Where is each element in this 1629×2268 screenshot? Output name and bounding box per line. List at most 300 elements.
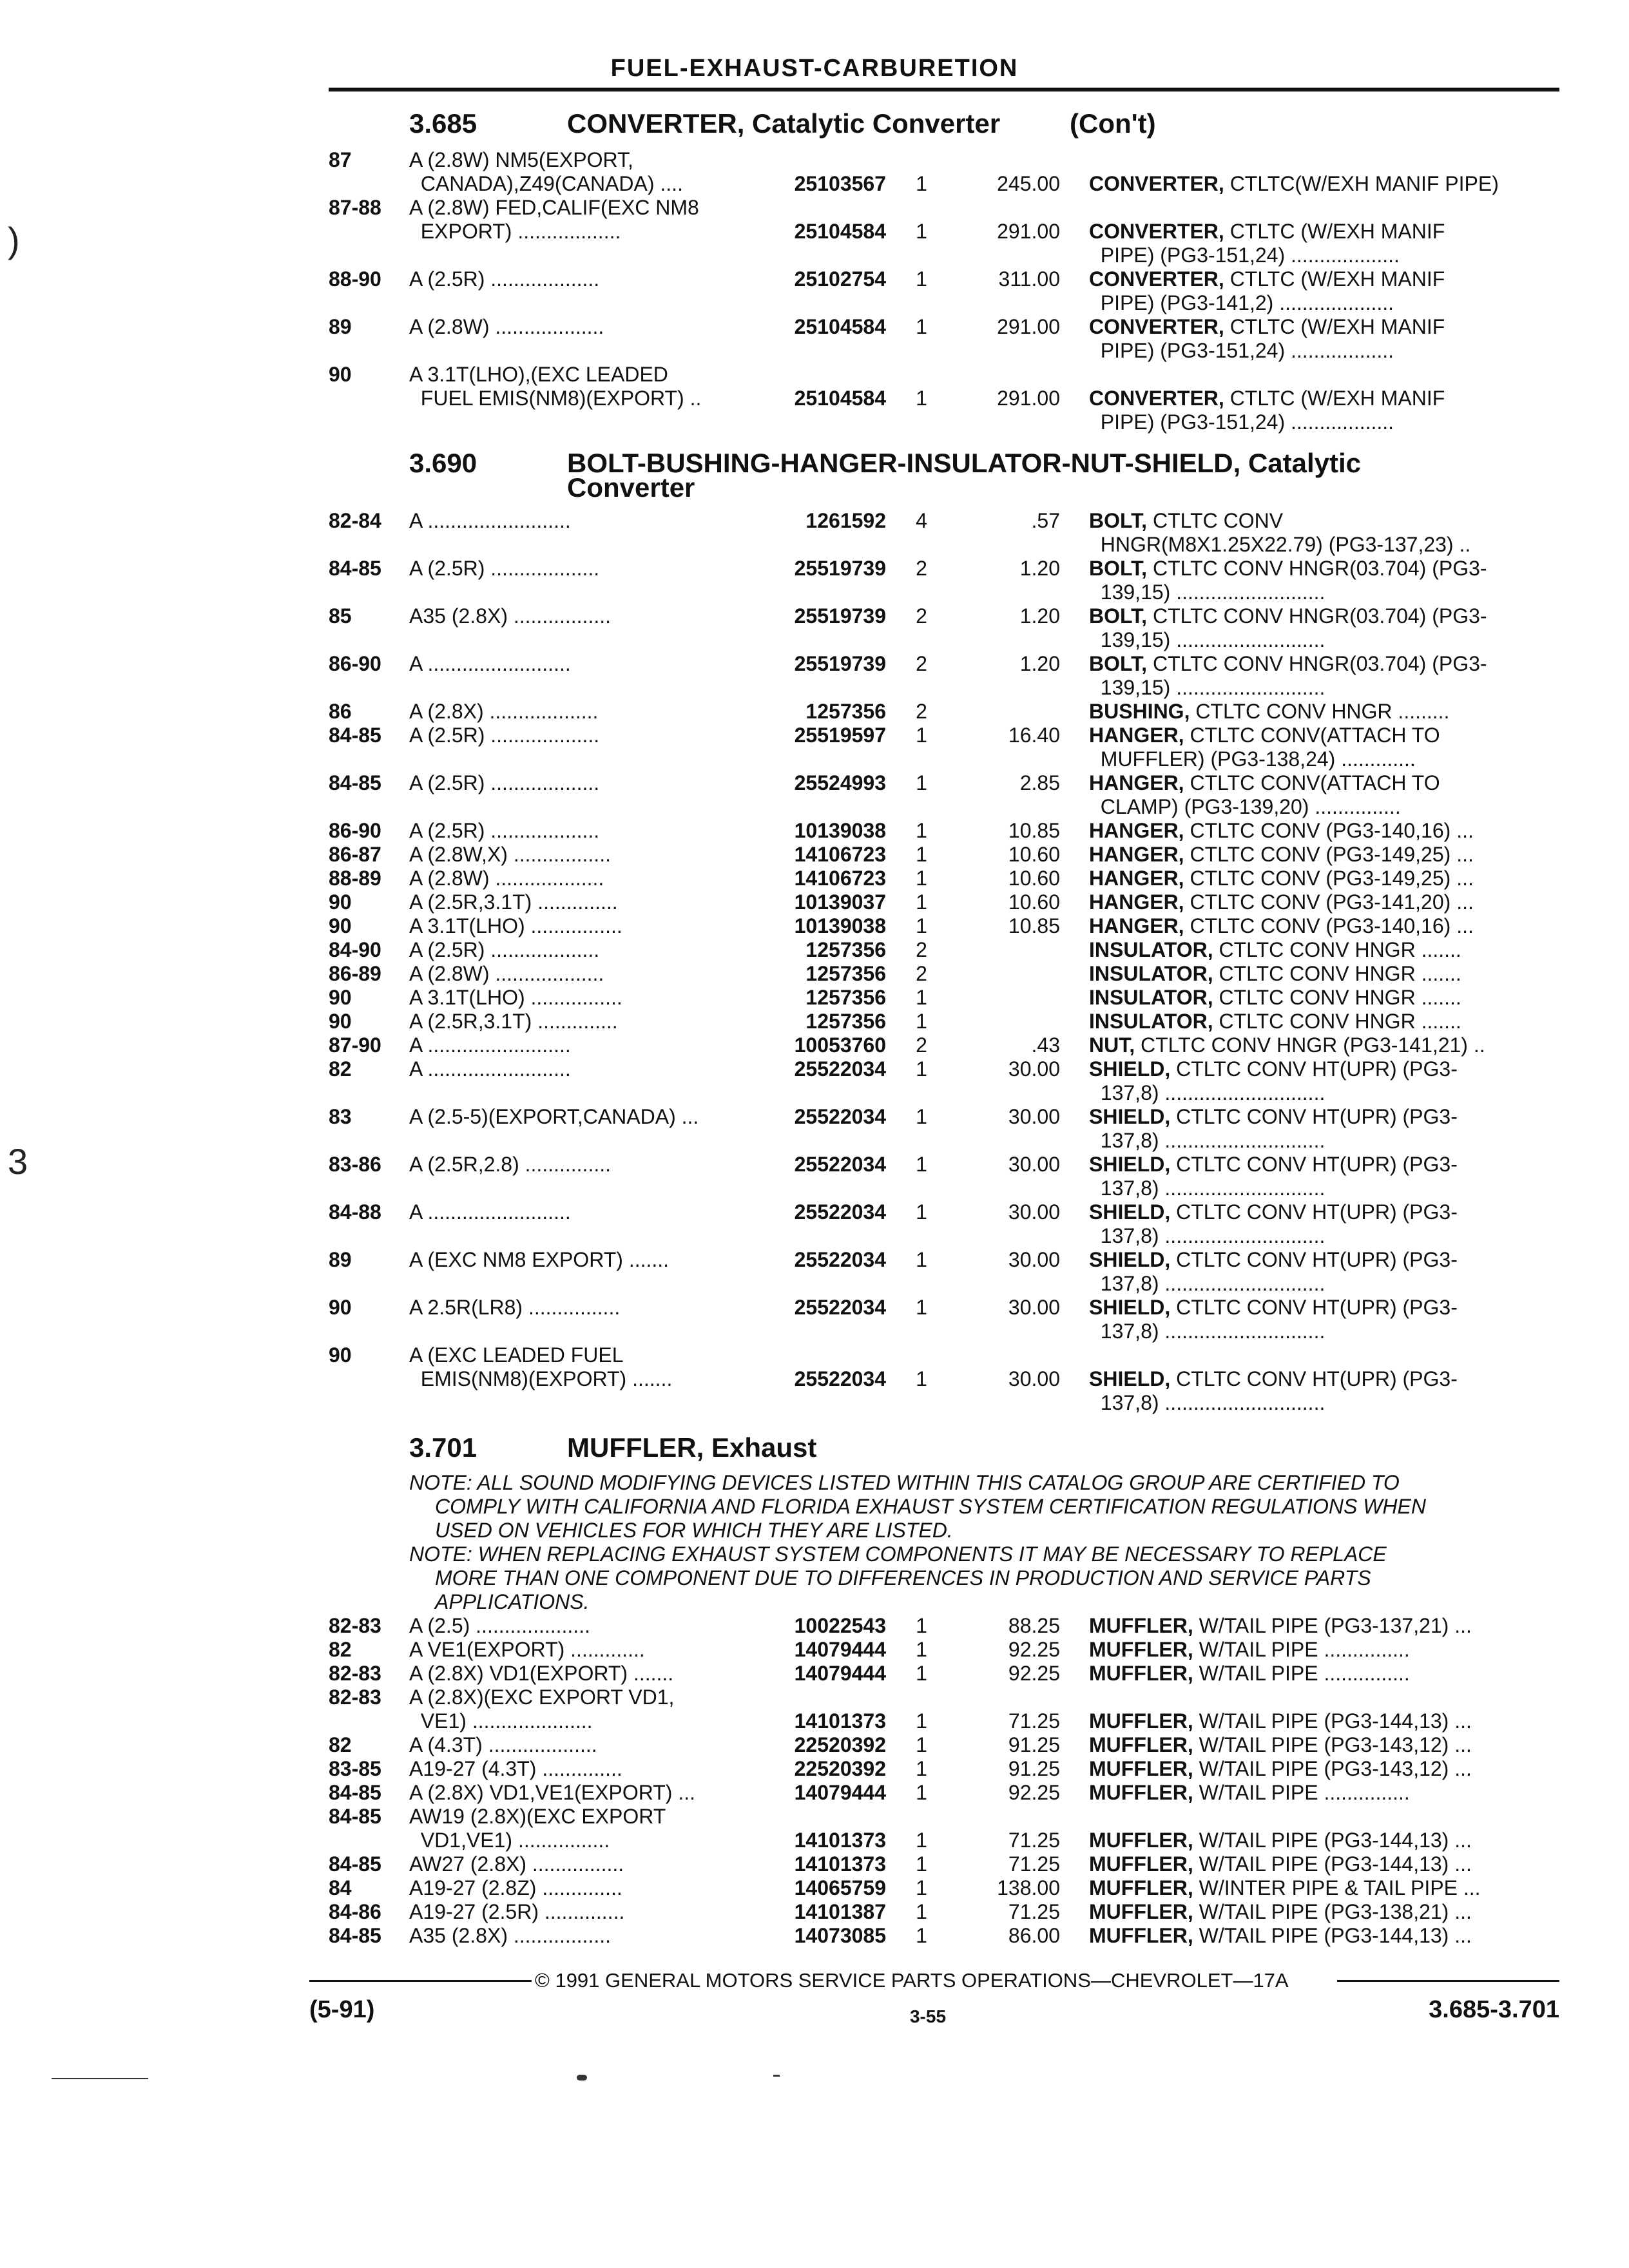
part-number: 14073085	[794, 1924, 886, 1947]
quantity: 1	[916, 1733, 927, 1756]
part-number: 10139038	[794, 914, 886, 937]
quantity: 1	[916, 1200, 927, 1224]
part-row	[0, 771, 1629, 795]
price: 71.25	[1008, 1709, 1060, 1733]
part-number: 14106723	[794, 843, 886, 866]
note-sound-devices	[409, 1471, 1569, 1542]
part-row	[0, 914, 1629, 938]
quantity: 1	[916, 1296, 927, 1319]
application: A .........................	[409, 1200, 571, 1224]
quantity: 1	[916, 1248, 927, 1271]
part-row	[0, 509, 1629, 533]
section-continued: (Con't)	[1070, 108, 1156, 139]
quantity: 1	[916, 1105, 927, 1128]
part-row	[0, 1614, 1629, 1638]
price: 1.20	[1019, 557, 1060, 580]
part-row	[0, 1010, 1629, 1033]
price: 311.00	[998, 267, 1060, 291]
description: PIPE) (PG3-141,2) ....................	[1089, 291, 1394, 314]
application: VD1,VE1) ................	[409, 1829, 610, 1852]
application: A (2.5R) ...................	[409, 557, 600, 580]
model-years: 82	[329, 1733, 352, 1756]
part-number: 25519597	[794, 724, 886, 747]
part-number: 14079444	[794, 1781, 886, 1804]
quantity: 1	[916, 819, 927, 842]
application: A (2.5R) ...................	[409, 771, 600, 794]
application: A19-27 (2.8Z) ..............	[409, 1876, 622, 1899]
part-number: 25102754	[794, 267, 886, 291]
part-row	[0, 604, 1629, 628]
part-number: 22520392	[794, 1733, 886, 1756]
description: SHIELD, CTLTC CONV HT(UPR) (PG3-	[1089, 1248, 1458, 1271]
model-years: 82	[329, 1638, 352, 1661]
application: AW27 (2.8X) ................	[409, 1852, 624, 1876]
model-years: 84-90	[329, 938, 381, 961]
part-number: 22520392	[794, 1757, 886, 1780]
description: MUFFLER, W/TAIL PIPE ...............	[1089, 1781, 1410, 1804]
quantity: 1	[916, 1662, 927, 1685]
quantity: 1	[916, 1781, 927, 1804]
application: A 3.1T(LHO),(EXC LEADED	[409, 363, 668, 386]
model-years: 87	[329, 148, 352, 171]
page-header-title: FUEL-EXHAUST-CARBURETION	[610, 55, 1019, 82]
part-row	[0, 652, 1629, 676]
application: A (2.5R,3.1T) ..............	[409, 1010, 618, 1033]
description: MUFFLER, W/TAIL PIPE (PG3-144,13) ...	[1089, 1709, 1472, 1733]
application: A (2.5) ....................	[409, 1614, 590, 1637]
quantity: 1	[916, 914, 927, 937]
price: 291.00	[997, 387, 1060, 410]
section-name: MUFFLER, Exhaust	[567, 1432, 817, 1463]
footer-page-number: 3-55	[909, 2006, 947, 2026]
application: A .........................	[409, 652, 571, 675]
part-number: 25103567	[794, 172, 886, 195]
description: 137,8) ............................	[1089, 1081, 1325, 1104]
quantity: 1	[916, 1876, 927, 1899]
part-row	[0, 172, 1629, 196]
model-years: 87-90	[329, 1033, 381, 1057]
application: A .........................	[409, 1033, 571, 1057]
part-number: 25519739	[794, 652, 886, 675]
description: MUFFLER, W/TAIL PIPE ...............	[1089, 1662, 1410, 1685]
model-years: 87-88	[329, 196, 381, 219]
price: 30.00	[1008, 1248, 1060, 1271]
part-number: 14101387	[794, 1900, 886, 1923]
description: CONVERTER, CTLTC (W/EXH MANIF	[1089, 220, 1445, 243]
part-row	[0, 363, 1629, 387]
description: MUFFLER, W/TAIL PIPE (PG3-144,13) ...	[1089, 1924, 1472, 1947]
application: A .........................	[409, 509, 571, 532]
section-number: 3.690	[409, 448, 477, 478]
description: INSULATOR, CTLTC CONV HNGR .......	[1089, 938, 1461, 961]
quantity: 1	[916, 724, 927, 747]
price: 291.00	[997, 315, 1060, 338]
application: A35 (2.8X) .................	[409, 604, 611, 628]
quantity: 1	[916, 1924, 927, 1947]
price: 71.25	[1008, 1852, 1060, 1876]
part-row	[0, 315, 1629, 339]
quantity: 1	[916, 220, 927, 243]
description: CLAMP) (PG3-139,20) ...............	[1089, 795, 1401, 818]
part-row	[0, 676, 1629, 700]
description: PIPE) (PG3-151,24) ..................	[1089, 339, 1394, 362]
quantity: 2	[916, 962, 927, 985]
part-row	[0, 1296, 1629, 1320]
footer-section-range: 3.685-3.701	[1429, 1996, 1559, 2023]
part-row	[0, 557, 1629, 581]
part-row	[0, 1662, 1629, 1686]
model-years: 83	[329, 1105, 352, 1128]
description: HANGER, CTLTC CONV(ATTACH TO	[1089, 724, 1440, 747]
part-row	[0, 1105, 1629, 1129]
part-row	[0, 1686, 1629, 1709]
model-years: 88-90	[329, 267, 381, 291]
quantity: 2	[916, 604, 927, 628]
part-row	[0, 1153, 1629, 1177]
application: AW19 (2.8X)(EXC EXPORT	[409, 1805, 666, 1828]
part-row	[0, 986, 1629, 1010]
description: CONVERTER, CTLTC (W/EXH MANIF	[1089, 387, 1445, 410]
description: HANGER, CTLTC CONV (PG3-140,16) ...	[1089, 914, 1474, 937]
application: A (2.8W,X) .................	[409, 843, 611, 866]
model-years: 90	[329, 986, 352, 1009]
application: A (2.5R) ...................	[409, 938, 600, 961]
description: INSULATOR, CTLTC CONV HNGR .......	[1089, 962, 1461, 985]
part-number: 14101373	[794, 1852, 886, 1876]
part-number: 25522034	[794, 1296, 886, 1319]
quantity: 1	[916, 1900, 927, 1923]
quantity: 1	[916, 890, 927, 914]
section-number: 3.685	[409, 108, 477, 139]
application: A 3.1T(LHO) ................	[409, 914, 622, 937]
quantity: 1	[916, 843, 927, 866]
description: SHIELD, CTLTC CONV HT(UPR) (PG3-	[1089, 1105, 1458, 1128]
quantity: 1	[916, 1153, 927, 1176]
model-years: 84-85	[329, 1924, 381, 1947]
model-years: 85	[329, 604, 352, 628]
application: A (2.8X) VD1(EXPORT) .......	[409, 1662, 674, 1685]
model-years: 89	[329, 315, 352, 338]
section-name: BOLT-BUSHING-HANGER-INSULATOR-NUT-SHIELD, Catalytic	[567, 448, 1362, 478]
part-row	[0, 1177, 1629, 1200]
description: SHIELD, CTLTC CONV HT(UPR) (PG3-	[1089, 1153, 1458, 1176]
model-years: 83-85	[329, 1757, 381, 1780]
application: A (2.8X) ...................	[409, 700, 599, 723]
price: .43	[1031, 1033, 1060, 1057]
description: INSULATOR, CTLTC CONV HNGR .......	[1089, 1010, 1461, 1033]
quantity: 1	[916, 1709, 927, 1733]
part-row	[0, 819, 1629, 843]
description: NUT, CTLTC CONV HNGR (PG3-141,21) ..	[1089, 1033, 1485, 1057]
price: 30.00	[1008, 1153, 1060, 1176]
part-number: 10022543	[794, 1614, 886, 1637]
part-row	[0, 867, 1629, 890]
model-years: 83-86	[329, 1153, 381, 1176]
part-number: 25522034	[794, 1057, 886, 1081]
description: MUFFLER, W/TAIL PIPE (PG3-138,21) ...	[1089, 1900, 1472, 1923]
part-number: 10139038	[794, 819, 886, 842]
description: MUFFLER, W/TAIL PIPE (PG3-143,12) ...	[1089, 1733, 1472, 1756]
part-number: 1257356	[805, 1010, 886, 1033]
price: 1.20	[1019, 652, 1060, 675]
application: A 2.5R(LR8) ................	[409, 1296, 621, 1319]
application: A (4.3T) ...................	[409, 1733, 597, 1756]
model-years: 86-90	[329, 652, 381, 675]
margin-mark: )	[8, 220, 20, 260]
description: PIPE) (PG3-151,24) ..................	[1089, 410, 1394, 434]
margin-mark: 3	[8, 1141, 28, 1182]
part-row	[0, 291, 1629, 315]
part-number: 14065759	[794, 1876, 886, 1899]
price: 10.85	[1008, 914, 1060, 937]
part-row	[0, 1924, 1629, 1948]
part-number: 25104584	[794, 387, 886, 410]
part-number: 1261592	[805, 509, 886, 532]
note-line: NOTE: ALL SOUND MODIFYING DEVICES LISTED WITHIN THIS CATALOG GROUP ARE CERTIFIED TO	[409, 1471, 1400, 1494]
description: SHIELD, CTLTC CONV HT(UPR) (PG3-	[1089, 1296, 1458, 1319]
model-years: 84	[329, 1876, 352, 1899]
part-number: 25524993	[794, 771, 886, 794]
price: 92.25	[1008, 1662, 1060, 1685]
note-line: APPLICATIONS.	[435, 1590, 590, 1613]
application: A (2.5R,3.1T) ..............	[409, 890, 618, 914]
part-row	[0, 1224, 1629, 1248]
description: HANGER, CTLTC CONV (PG3-140,16) ...	[1089, 819, 1474, 842]
model-years: 84-86	[329, 1900, 381, 1923]
part-number: 25522034	[794, 1248, 886, 1271]
quantity: 1	[916, 267, 927, 291]
footer-rule-left	[309, 1980, 532, 1982]
model-years: 84-88	[329, 1200, 381, 1224]
part-row	[0, 724, 1629, 747]
model-years: 86-90	[329, 819, 381, 842]
price: 10.60	[1008, 843, 1060, 866]
part-row	[0, 1900, 1629, 1924]
quantity: 2	[916, 700, 927, 723]
price: 10.60	[1008, 890, 1060, 914]
part-row	[0, 1320, 1629, 1343]
part-row	[0, 962, 1629, 986]
part-row	[0, 843, 1629, 867]
part-number: 14079444	[794, 1662, 886, 1685]
description: 137,8) ............................	[1089, 1129, 1325, 1152]
footer-copyright: © 1991 GENERAL MOTORS SERVICE PARTS OPERATIONS—CHEVROLET—17A	[535, 1969, 1289, 1992]
application: A19-27 (2.5R) ..............	[409, 1900, 625, 1923]
part-row	[0, 938, 1629, 962]
quantity: 1	[916, 172, 927, 195]
part-row	[0, 1200, 1629, 1224]
price: 88.25	[1008, 1614, 1060, 1637]
quantity: 1	[916, 986, 927, 1009]
part-row	[0, 1733, 1629, 1757]
application: A (2.8W) ...................	[409, 867, 604, 890]
description: 139,15) ..........................	[1089, 628, 1325, 651]
description: MUFFLER, W/TAIL PIPE (PG3-137,21) ...	[1089, 1614, 1472, 1637]
section-number: 3.701	[409, 1432, 477, 1463]
application: A (2.8W) ...................	[409, 315, 604, 338]
description: HNGR(M8X1.25X22.79) (PG3-137,23) ..	[1089, 533, 1471, 556]
part-row	[0, 1852, 1629, 1876]
model-years: 90	[329, 1343, 352, 1367]
description: BOLT, CTLTC CONV	[1089, 509, 1284, 532]
part-row	[0, 1129, 1629, 1153]
note-line: NOTE: WHEN REPLACING EXHAUST SYSTEM COMPONENTS IT MAY BE NECESSARY TO REPLACE	[409, 1542, 1387, 1566]
price: 2.85	[1019, 771, 1060, 794]
description: 137,8) ............................	[1089, 1224, 1325, 1247]
part-row	[0, 1033, 1629, 1057]
application: A (2.8W) FED,CALIF(EXC NM8	[409, 196, 699, 219]
scan-speck	[577, 2075, 587, 2081]
description: SHIELD, CTLTC CONV HT(UPR) (PG3-	[1089, 1200, 1458, 1224]
note-line: MORE THAN ONE COMPONENT DUE TO DIFFERENCES IN PRODUCTION AND SERVICE PARTS	[435, 1566, 1371, 1590]
quantity: 1	[916, 771, 927, 794]
quantity: 1	[916, 1010, 927, 1033]
price: 92.25	[1008, 1638, 1060, 1661]
part-number: 14106723	[794, 867, 886, 890]
price: .57	[1031, 509, 1060, 532]
price: 138.00	[997, 1876, 1060, 1899]
description: BOLT, CTLTC CONV HNGR(03.704) (PG3-	[1089, 557, 1487, 580]
application: A (2.5R) ...................	[409, 724, 600, 747]
part-number: 10053760	[794, 1033, 886, 1057]
part-row	[0, 387, 1629, 410]
model-years: 84-85	[329, 724, 381, 747]
description: SHIELD, CTLTC CONV HT(UPR) (PG3-	[1089, 1057, 1458, 1081]
application: A (2.8X) VD1,VE1(EXPORT) ...	[409, 1781, 695, 1804]
application: CANADA),Z49(CANADA) ....	[409, 172, 683, 195]
part-row	[0, 628, 1629, 652]
part-row	[0, 410, 1629, 434]
description: BOLT, CTLTC CONV HNGR(03.704) (PG3-	[1089, 652, 1487, 675]
description: CONVERTER, CTLTC(W/EXH MANIF PIPE)	[1089, 172, 1499, 195]
quantity: 1	[916, 1614, 927, 1637]
part-row	[0, 1081, 1629, 1105]
part-number: 14079444	[794, 1638, 886, 1661]
model-years: 84-85	[329, 1781, 381, 1804]
part-number: 10139037	[794, 890, 886, 914]
part-row	[0, 267, 1629, 291]
part-row	[0, 700, 1629, 724]
application: FUEL EMIS(NM8)(EXPORT) ..	[409, 387, 702, 410]
description: MUFFLER, W/TAIL PIPE (PG3-143,12) ...	[1089, 1757, 1472, 1780]
description: MUFFLER, W/INTER PIPE & TAIL PIPE ...	[1089, 1876, 1481, 1899]
price: 291.00	[997, 220, 1060, 243]
price: 30.00	[1008, 1296, 1060, 1319]
model-years: 84-85	[329, 771, 381, 794]
part-number: 25104584	[794, 220, 886, 243]
model-years: 89	[329, 1248, 352, 1271]
price: 91.25	[1008, 1733, 1060, 1756]
price: 245.00	[997, 172, 1060, 195]
description: PIPE) (PG3-151,24) ...................	[1089, 244, 1400, 267]
section-name-cont: Converter	[567, 472, 695, 503]
application: A (2.8W) ...................	[409, 962, 604, 985]
part-number: 25104584	[794, 315, 886, 338]
model-years: 90	[329, 914, 352, 937]
part-number: 14101373	[794, 1829, 886, 1852]
part-number: 25522034	[794, 1153, 886, 1176]
description: 137,8) ............................	[1089, 1177, 1325, 1200]
note-line: COMPLY WITH CALIFORNIA AND FLORIDA EXHAUST SYSTEM CERTIFICATION REGULATIONS WHEN	[435, 1495, 1426, 1518]
part-row	[0, 890, 1629, 914]
description: 137,8) ............................	[1089, 1320, 1325, 1343]
price: 30.00	[1008, 1057, 1060, 1081]
quantity: 1	[916, 1057, 927, 1081]
scan-speck	[52, 2078, 148, 2079]
description: HANGER, CTLTC CONV(ATTACH TO	[1089, 771, 1440, 794]
part-number: 25519739	[794, 604, 886, 628]
part-row	[0, 581, 1629, 604]
part-row	[0, 339, 1629, 363]
quantity: 1	[916, 1367, 927, 1390]
description: 137,8) ............................	[1089, 1272, 1325, 1295]
model-years: 86-87	[329, 843, 381, 866]
application: VE1) .....................	[409, 1709, 593, 1733]
price: 92.25	[1008, 1781, 1060, 1804]
description: MUFFLER, W/TAIL PIPE (PG3-144,13) ...	[1089, 1829, 1472, 1852]
part-row	[0, 1757, 1629, 1781]
quantity: 2	[916, 938, 927, 961]
model-years: 82-84	[329, 509, 381, 532]
part-number: 25522034	[794, 1200, 886, 1224]
model-years: 88-89	[329, 867, 381, 890]
application: A (2.8W) NM5(EXPORT,	[409, 148, 633, 171]
application: EMIS(NM8)(EXPORT) .......	[409, 1367, 673, 1390]
quantity: 1	[916, 1829, 927, 1852]
description: BOLT, CTLTC CONV HNGR(03.704) (PG3-	[1089, 604, 1487, 628]
model-years: 90	[329, 890, 352, 914]
model-years: 90	[329, 1296, 352, 1319]
application: A .........................	[409, 1057, 571, 1081]
part-row	[0, 1709, 1629, 1733]
part-row	[0, 533, 1629, 557]
quantity: 1	[916, 1638, 927, 1661]
description: HANGER, CTLTC CONV (PG3-141,20) ...	[1089, 890, 1474, 914]
description: MUFFLER) (PG3-138,24) .............	[1089, 747, 1416, 771]
application: A35 (2.8X) .................	[409, 1924, 611, 1947]
part-row	[0, 1391, 1629, 1415]
price: 30.00	[1008, 1105, 1060, 1128]
description: CONVERTER, CTLTC (W/EXH MANIF	[1089, 315, 1445, 338]
price: 1.20	[1019, 604, 1060, 628]
part-row	[0, 244, 1629, 267]
price: 10.60	[1008, 867, 1060, 890]
quantity: 2	[916, 652, 927, 675]
description: INSULATOR, CTLTC CONV HNGR .......	[1089, 986, 1461, 1009]
price: 71.25	[1008, 1900, 1060, 1923]
part-number: 25519739	[794, 557, 886, 580]
part-number: 1257356	[805, 986, 886, 1009]
model-years: 86	[329, 700, 352, 723]
part-number: 25522034	[794, 1367, 886, 1390]
part-row	[0, 1343, 1629, 1367]
part-row	[0, 747, 1629, 771]
part-number: 14101373	[794, 1709, 886, 1733]
part-row	[0, 1781, 1629, 1805]
model-years: 90	[329, 1010, 352, 1033]
application: A VE1(EXPORT) .............	[409, 1638, 645, 1661]
description: SHIELD, CTLTC CONV HT(UPR) (PG3-	[1089, 1367, 1458, 1390]
application: A (2.8X)(EXC EXPORT VD1,	[409, 1686, 675, 1709]
note-line: USED ON VEHICLES FOR WHICH THEY ARE LISTED.	[435, 1519, 953, 1542]
description: HANGER, CTLTC CONV (PG3-149,25) ...	[1089, 867, 1474, 890]
application: EXPORT) ..................	[409, 220, 621, 243]
quantity: 2	[916, 1033, 927, 1057]
part-row	[0, 1805, 1629, 1829]
model-years: 82-83	[329, 1614, 381, 1637]
part-row	[0, 1057, 1629, 1081]
price: 10.85	[1008, 819, 1060, 842]
